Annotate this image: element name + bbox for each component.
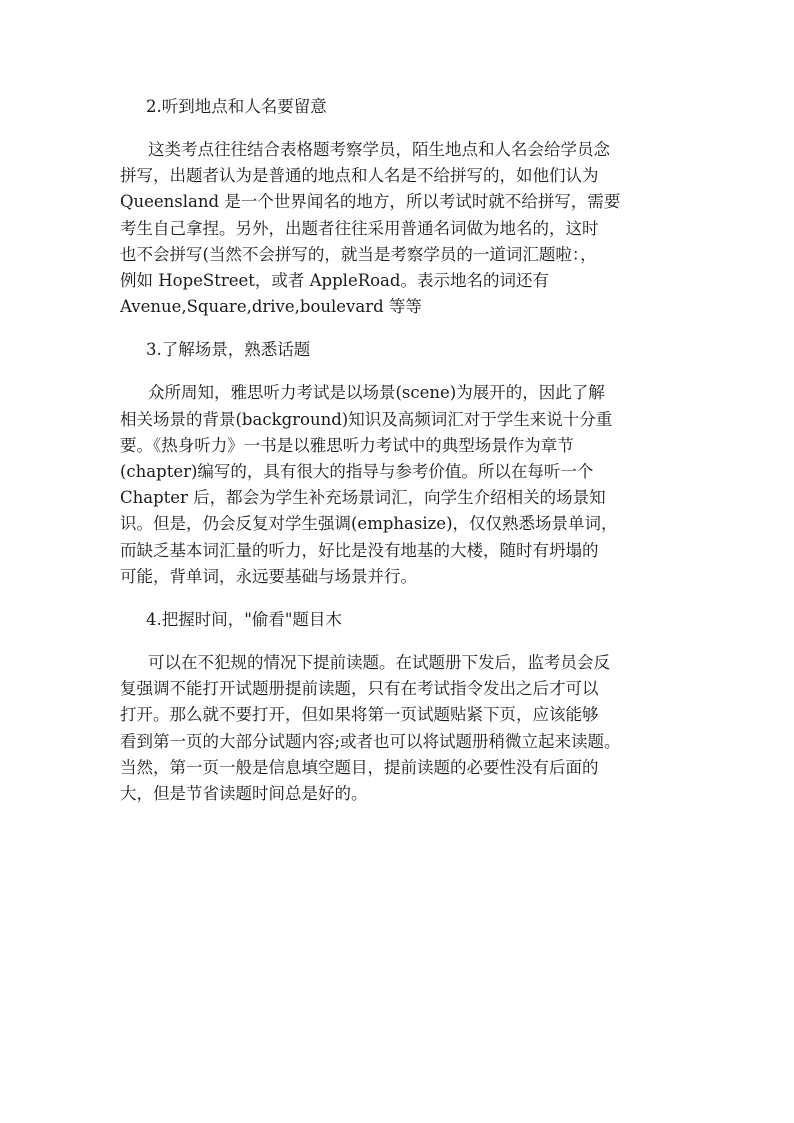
paragraph-line: Chapter 后，都会为学生补充场景词汇，向学生介绍相关的场景知 (120, 488, 606, 508)
section-heading: 4.把握时间，"偷看"题目木 (146, 610, 342, 630)
paragraph-line: 识。但是，仍会反复对学生强调(emphasize)，仅仅熟悉场景单词， (120, 514, 618, 534)
paragraph-line: 拼写，出题者认为是普通的地点和人名是不给拼写的，如他们认为 (120, 166, 599, 186)
paragraph-line: 当然，第一页一般是信息填空题目，提前读题的必要性没有后面的 (120, 757, 599, 777)
document-body (120, 94, 680, 824)
paragraph-line: 例如 HopeStreet，或者 AppleRoad。表示地名的词还有 (120, 271, 549, 291)
paragraph-line: Avenue,Square,drive,boulevard 等等 (120, 297, 422, 317)
paragraph-line: 复强调不能打开试题册提前读题，只有在考试指令发出之后才可以 (120, 679, 599, 699)
paragraph-line: 这类考点往往结合表格题考察学员，陌生地点和人名会给学员念 (148, 140, 610, 159)
paragraph-line: 相关场景的背景(background)知识及高频词汇对于学生来说十分重 (120, 409, 613, 429)
paragraph-line: 可能，背单词，永远要基础与场景并行。 (120, 566, 417, 586)
paragraph-line: 看到第一页的大部分试题内容;或者也可以将试题册稍微立起来读题。 (120, 731, 621, 751)
section-heading: 3.了解场景，熟悉话题 (146, 340, 311, 360)
section-heading: 2.听到地点和人名要留意 (146, 97, 327, 116)
paragraph-line: 要。《热身听力》一书是以雅思听力考试中的典型场景作为章节 (120, 435, 574, 455)
paragraph-line: 打开。那么就不要打开，但如果将第一页试题贴紧下页，应该能够 (120, 705, 599, 725)
section-paragraph (120, 137, 680, 320)
paragraph-line: (chapter)编写的，具有很大的指导与参考价值。所以在每听一个 (120, 462, 594, 482)
paragraph-line: Queensland 是一个世界闻名的地方，所以考试时就不给拼写，需要 (120, 192, 621, 212)
paragraph-line: 可以在不犯规的情况下提前读题。在试题册下发后，监考员会反 (148, 653, 610, 673)
section-paragraph (120, 380, 680, 590)
paragraph-line: 考生自己拿捏。另外，出题者往往采用普通名词做为地名的，这时 (120, 218, 599, 238)
paragraph-line: 也不会拼写(当然不会拼写的，就当是考察学员的一道词汇题啦：， (120, 244, 597, 264)
paragraph-line: 大，但是节省读题时间总是好的。 (120, 784, 368, 804)
paragraph-line: 而缺乏基本词汇量的听力，好比是没有地基的大楼，随时有坍塌的 (120, 540, 599, 560)
section-paragraph (120, 650, 680, 807)
paragraph-line: 众所周知，雅思听力考试是以场景(scene)为展开的，因此了解 (148, 383, 605, 403)
